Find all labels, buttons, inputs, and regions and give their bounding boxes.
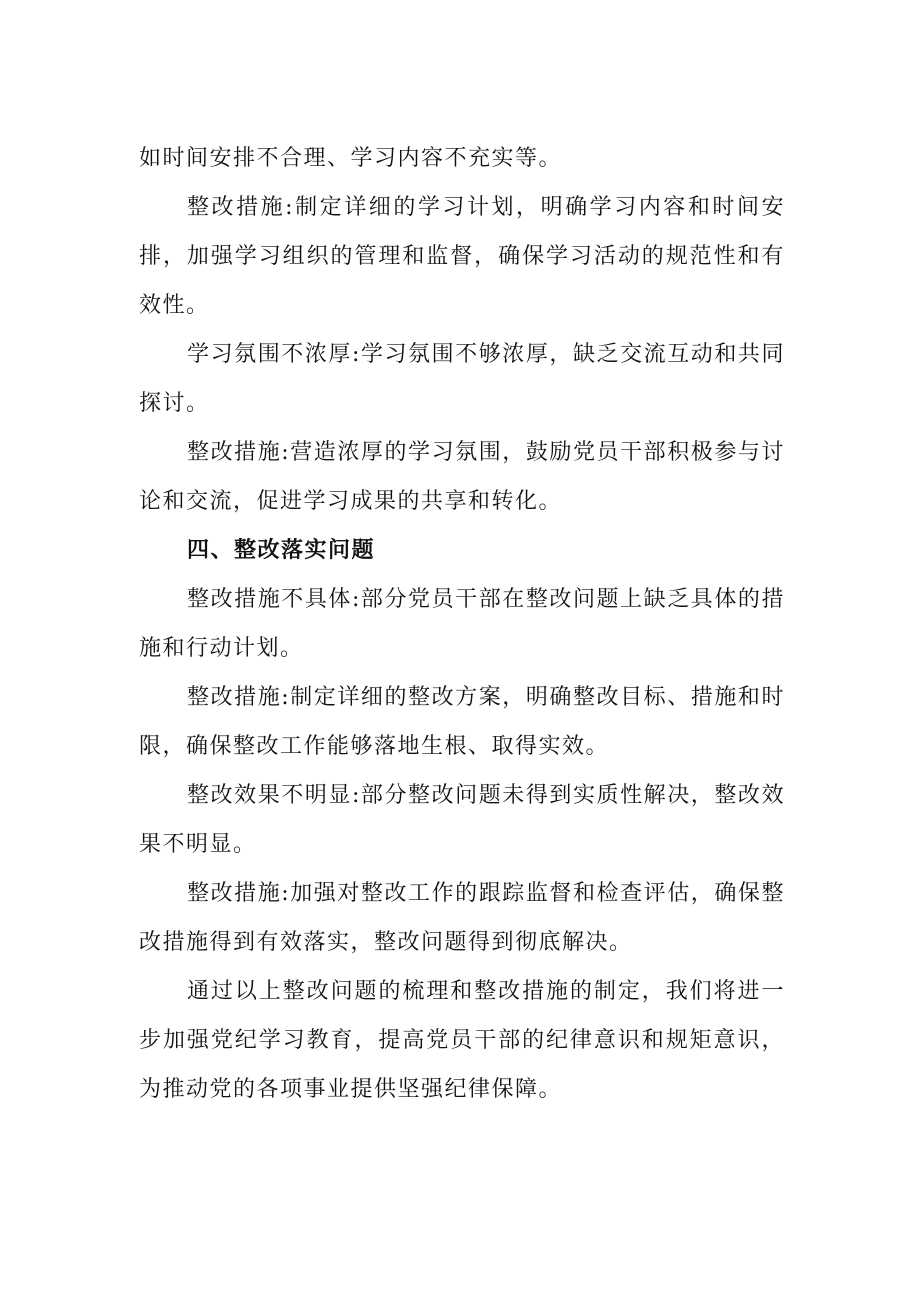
paragraph-study-plan-measure: 整改措施:制定详细的学习计划，明确学习内容和时间安排，加强学习组织的管理和监督，确保学习活动的规范性和有效性。 [139,195,785,318]
paragraph-atmosphere-measure: 整改措施:营造浓厚的学习氛围，鼓励党员干部积极参与讨论和交流，促进学习成果的共享和转化。 [139,440,785,514]
paragraph-effect-not-obvious: 整改效果不明显:部分整改问题未得到实质性解决，整改效果不明显。 [139,783,785,857]
section-heading-rectification: 四、整改落实问题 [187,538,376,563]
paragraph-conclusion: 通过以上整改问题的梳理和整改措施的制定，我们将进一步加强党纪学习教育，提高党员干部的纪律意识和规矩意识，为推动党的各项事业提供坚强纪律保障。 [139,979,785,1102]
paragraph-plan-measure: 整改措施:制定详细的整改方案，明确整改目标、措施和时限，确保整改工作能够落地生根、取得实效。 [139,685,785,759]
document-body [139,134,785,1114]
paragraph-supervision-measure: 整改措施:加强对整改工作的跟踪监督和检查评估，确保整改措施得到有效落实，整改问题得到彻底解决。 [139,881,785,955]
paragraph-measures-not-specific: 整改措施不具体:部分党员干部在整改问题上缺乏具体的措施和行动计划。 [139,587,785,661]
paragraph-continuation: 如时间安排不合理、学习内容不充实等。 [139,146,563,171]
paragraph-atmosphere-problem: 学习氛围不浓厚:学习氛围不够浓厚，缺乏交流互动和共同探讨。 [139,342,785,416]
